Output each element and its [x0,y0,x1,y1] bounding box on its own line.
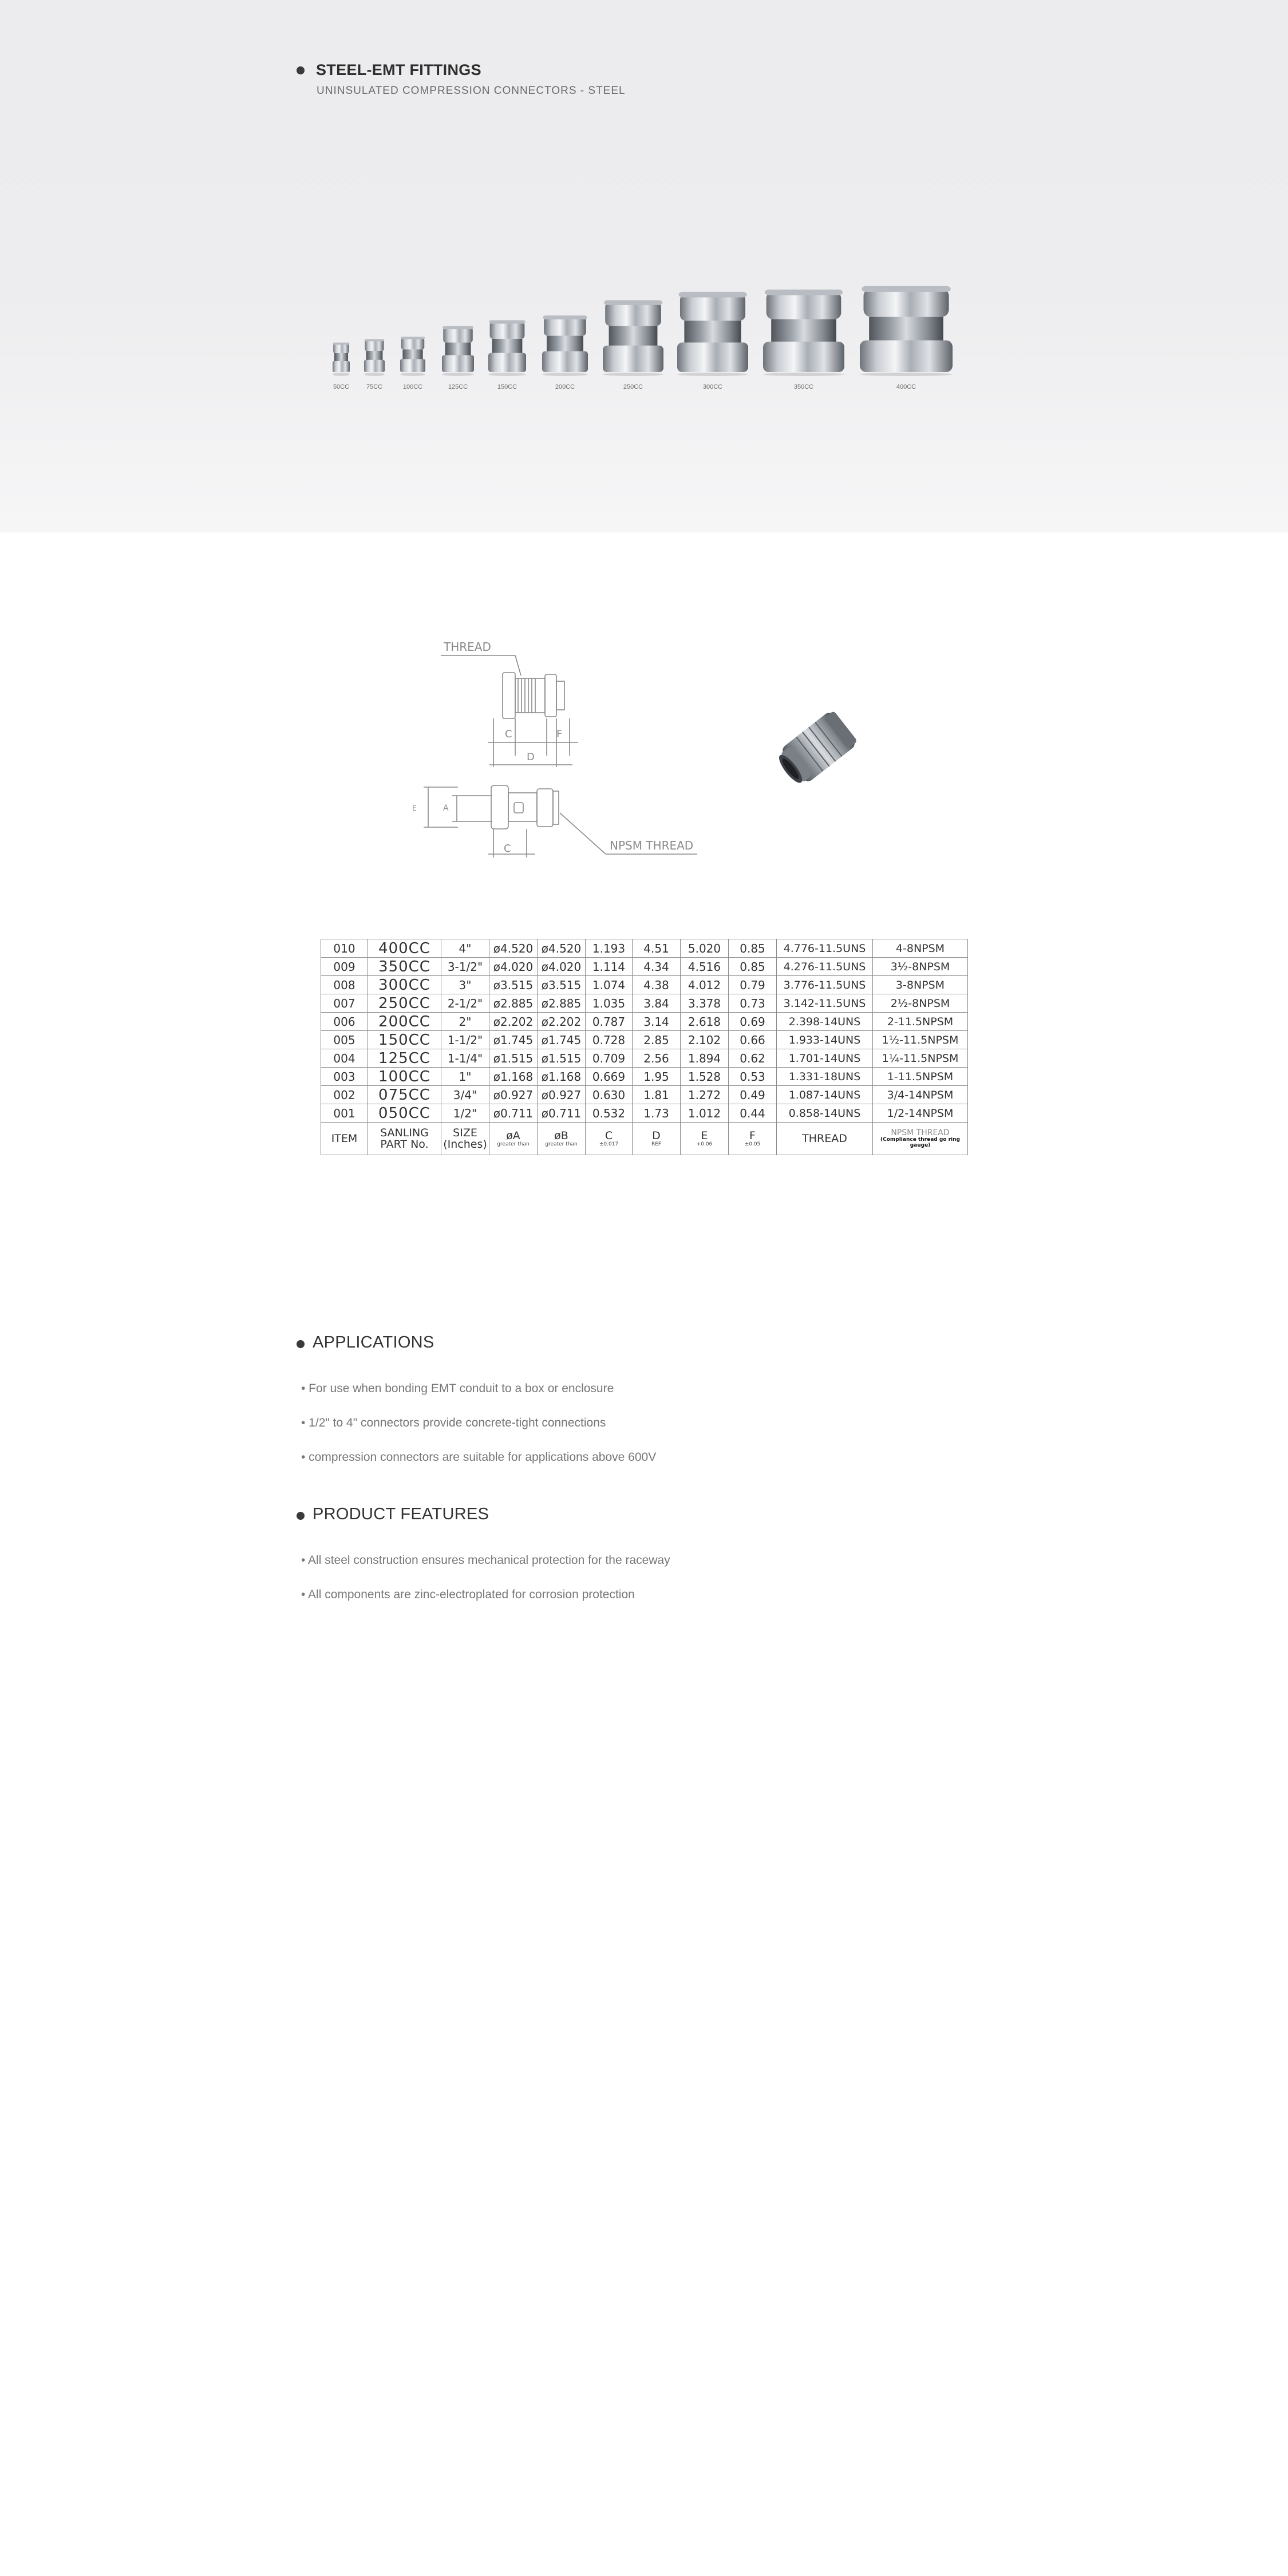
table-cell: 4.012 [681,976,729,994]
table-cell: 0.85 [729,939,777,958]
table-cell: 1-11.5NPSM [873,1068,968,1086]
table-cell: 150CC [368,1031,441,1049]
product-300CC [677,292,748,376]
feature-item: • All components are zinc-electroplated for corrosion protection [301,1588,635,1601]
table-cell: 3½-8NPSM [873,958,968,976]
application-item: • compression connectors are suitable for applications above 600V [301,1451,657,1464]
table-cell: 3-8NPSM [873,976,968,994]
table-cell: 3-1/2" [441,958,489,976]
table-cell: 075CC [368,1086,441,1104]
table-cell: 1.012 [681,1104,729,1123]
table-cell: 006 [321,1013,368,1031]
npsm-callout: NPSM THREAD [610,839,694,852]
table-cell: 100CC [368,1068,441,1086]
product-label: 150CC [497,384,517,390]
table-cell: 1.074 [586,976,633,994]
product-350CC [763,290,844,376]
table-cell: 2.56 [633,1049,681,1068]
table-cell: 0.858-14UNS [777,1104,873,1123]
table-row [321,1031,968,1049]
table-cell: 3/4-14NPSM [873,1086,968,1104]
table-cell: ø2.885 [538,994,586,1013]
applications-bullet-icon [297,1340,305,1348]
table-cell: 0.532 [586,1104,633,1123]
table-cell: 4.776-11.5UNS [777,939,873,958]
product-label: 200CC [555,384,575,390]
application-item: • For use when bonding EMT conduit to a box or enclosure [301,1382,614,1395]
table-cell: 1¼-11.5NPSM [873,1049,968,1068]
product-label: 50CC [333,384,350,390]
dim-e: E [412,804,417,812]
table-cell: 1.95 [633,1068,681,1086]
table-row [321,1104,968,1123]
table-cell: 0.53 [729,1068,777,1086]
table-cell: 1" [441,1068,489,1086]
table-cell: 2" [441,1013,489,1031]
table-cell: ø3.515 [489,976,538,994]
product-150CC [488,320,526,376]
table-cell: 1/2" [441,1104,489,1123]
table-cell: 0.49 [729,1086,777,1104]
table-cell: ø1.168 [489,1068,538,1086]
page-subtitle: UNINSULATED COMPRESSION CONNECTORS - STEEL [317,85,626,97]
table-row [321,1068,968,1086]
table-cell: 3.142-11.5UNS [777,994,873,1013]
header-f: F ±0.05 [729,1123,777,1155]
table-cell: 005 [321,1031,368,1049]
table-cell: 0.66 [729,1031,777,1049]
table-cell: ø3.515 [538,976,586,994]
table-cell: 1.114 [586,958,633,976]
table-cell: 4" [441,939,489,958]
table-cell: 008 [321,976,368,994]
table-cell: ø4.020 [538,958,586,976]
table-cell: 3.14 [633,1013,681,1031]
product-lineup [0,0,1288,532]
header-a: øA greater than [489,1123,538,1155]
table-row [321,976,968,994]
table-cell: 125CC [368,1049,441,1068]
table-cell: ø4.020 [489,958,538,976]
table-cell: 4.516 [681,958,729,976]
table-row [321,1013,968,1031]
table-cell: 1½-11.5NPSM [873,1031,968,1049]
table-cell: 3.84 [633,994,681,1013]
table-header-row [321,1123,968,1155]
header-part: SANLING PART No. [368,1123,441,1155]
table-row [321,1049,968,1068]
table-cell: 009 [321,958,368,976]
table-cell: 0.630 [586,1086,633,1104]
product-label: 350CC [793,384,814,390]
product-400CC [860,286,953,376]
table-cell: 0.44 [729,1104,777,1123]
table-cell: 2.618 [681,1013,729,1031]
header-d: D REF [633,1123,681,1155]
table-cell: ø1.168 [538,1068,586,1086]
connector-iso-image [773,709,859,789]
product-label: 125CC [448,384,468,390]
table-cell: 2.398-14UNS [777,1013,873,1031]
table-cell: 0.787 [586,1013,633,1031]
applications-title: APPLICATIONS [313,1333,434,1352]
table-cell: ø2.202 [489,1013,538,1031]
table-cell: 1.331-18UNS [777,1068,873,1086]
table-cell: ø1.515 [538,1049,586,1068]
features-bullet-icon [297,1512,305,1520]
table-cell: 0.69 [729,1013,777,1031]
dim-c-side: C [504,843,511,855]
header-thread: THREAD [777,1123,873,1155]
product-label: 75CC [366,384,383,390]
table-cell: 1.933-14UNS [777,1031,873,1049]
dim-f: F [556,728,563,740]
table-cell: 1.035 [586,994,633,1013]
product-label: 250CC [623,384,643,390]
header-size: SIZE (Inches) [441,1123,489,1155]
application-item: • 1/2" to 4" connectors provide concrete-tight connections [301,1416,606,1429]
table-row [321,1086,968,1104]
features-title: PRODUCT FEATURES [313,1505,489,1523]
table-cell: ø1.745 [538,1031,586,1049]
table-cell: 2.85 [633,1031,681,1049]
table-cell: 300CC [368,976,441,994]
header-item: ITEM [321,1123,368,1155]
table-cell: ø1.515 [489,1049,538,1068]
table-cell: 007 [321,994,368,1013]
table-cell: 3" [441,976,489,994]
table-cell: ø1.745 [489,1031,538,1049]
feature-item: • All steel construction ensures mechanical protection for the raceway [301,1554,670,1567]
table-cell: ø0.711 [489,1104,538,1123]
table-cell: 400CC [368,939,441,958]
product-label: 100CC [402,384,423,390]
product-100CC [400,337,425,376]
header-npsm: NPSM THREAD (Compliance thread go ring gauge) [873,1123,968,1155]
table-cell: 4.38 [633,976,681,994]
product-label: 300CC [702,384,723,390]
table-cell: 1/2-14NPSM [873,1104,968,1123]
table-cell: ø4.520 [489,939,538,958]
table-cell: 0.728 [586,1031,633,1049]
table-cell: 0.709 [586,1049,633,1068]
table-cell: 050CC [368,1104,441,1123]
page-title: STEEL-EMT FITTINGS [316,61,481,78]
table-cell: 0.85 [729,958,777,976]
table-cell: ø0.927 [538,1086,586,1104]
thread-callout: THREAD [444,640,491,654]
table-cell: 1.272 [681,1086,729,1104]
table-cell: 200CC [368,1013,441,1031]
table-cell: 1-1/2" [441,1031,489,1049]
table-cell: 0.79 [729,976,777,994]
table-cell: 1.087-14UNS [777,1086,873,1104]
table-cell: 1.73 [633,1104,681,1123]
table-cell: 3/4" [441,1086,489,1104]
specification-table [321,939,968,1155]
table-cell: 1-1/4" [441,1049,489,1068]
table-cell: 1.894 [681,1049,729,1068]
product-125CC [442,326,474,376]
table-cell: 0.669 [586,1068,633,1086]
table-cell: 4.34 [633,958,681,976]
table-row [321,939,968,958]
table-cell: 4-8NPSM [873,939,968,958]
dim-a: A [443,804,449,813]
table-cell: ø0.927 [489,1086,538,1104]
table-cell: 1.193 [586,939,633,958]
table-cell: 3.776-11.5UNS [777,976,873,994]
table-cell: 2-11.5NPSM [873,1013,968,1031]
table-cell: 350CC [368,958,441,976]
table-cell: 0.73 [729,994,777,1013]
product-label: 400CC [896,384,916,390]
table-cell: 5.020 [681,939,729,958]
table-cell: 1.81 [633,1086,681,1104]
table-cell: 250CC [368,994,441,1013]
table-cell: ø4.520 [538,939,586,958]
table-cell: 1.701-14UNS [777,1049,873,1068]
table-cell: ø0.711 [538,1104,586,1123]
header-e: E +0.06 [681,1123,729,1155]
dim-d: D [527,751,535,763]
product-50CC [333,343,350,377]
header-c: C ±0.017 [586,1123,633,1155]
table-cell: 4.276-11.5UNS [777,958,873,976]
table-cell: 2.102 [681,1031,729,1049]
table-cell: 004 [321,1049,368,1068]
table-cell: ø2.202 [538,1013,586,1031]
table-cell: 4.51 [633,939,681,958]
dim-c-top: C [505,728,512,740]
table-cell: 002 [321,1086,368,1104]
product-200CC [542,315,588,376]
product-250CC [603,300,663,376]
table-cell: 0.62 [729,1049,777,1068]
table-cell: 2½-8NPSM [873,994,968,1013]
table-cell: 2-1/2" [441,994,489,1013]
header-b: øB greater than [538,1123,586,1155]
table-cell: ø2.885 [489,994,538,1013]
table-row [321,994,968,1013]
product-75CC [364,339,385,376]
table-cell: 010 [321,939,368,958]
table-row [321,958,968,976]
table-cell: 3.378 [681,994,729,1013]
table-cell: 1.528 [681,1068,729,1086]
table-cell: 001 [321,1104,368,1123]
table-cell: 003 [321,1068,368,1086]
